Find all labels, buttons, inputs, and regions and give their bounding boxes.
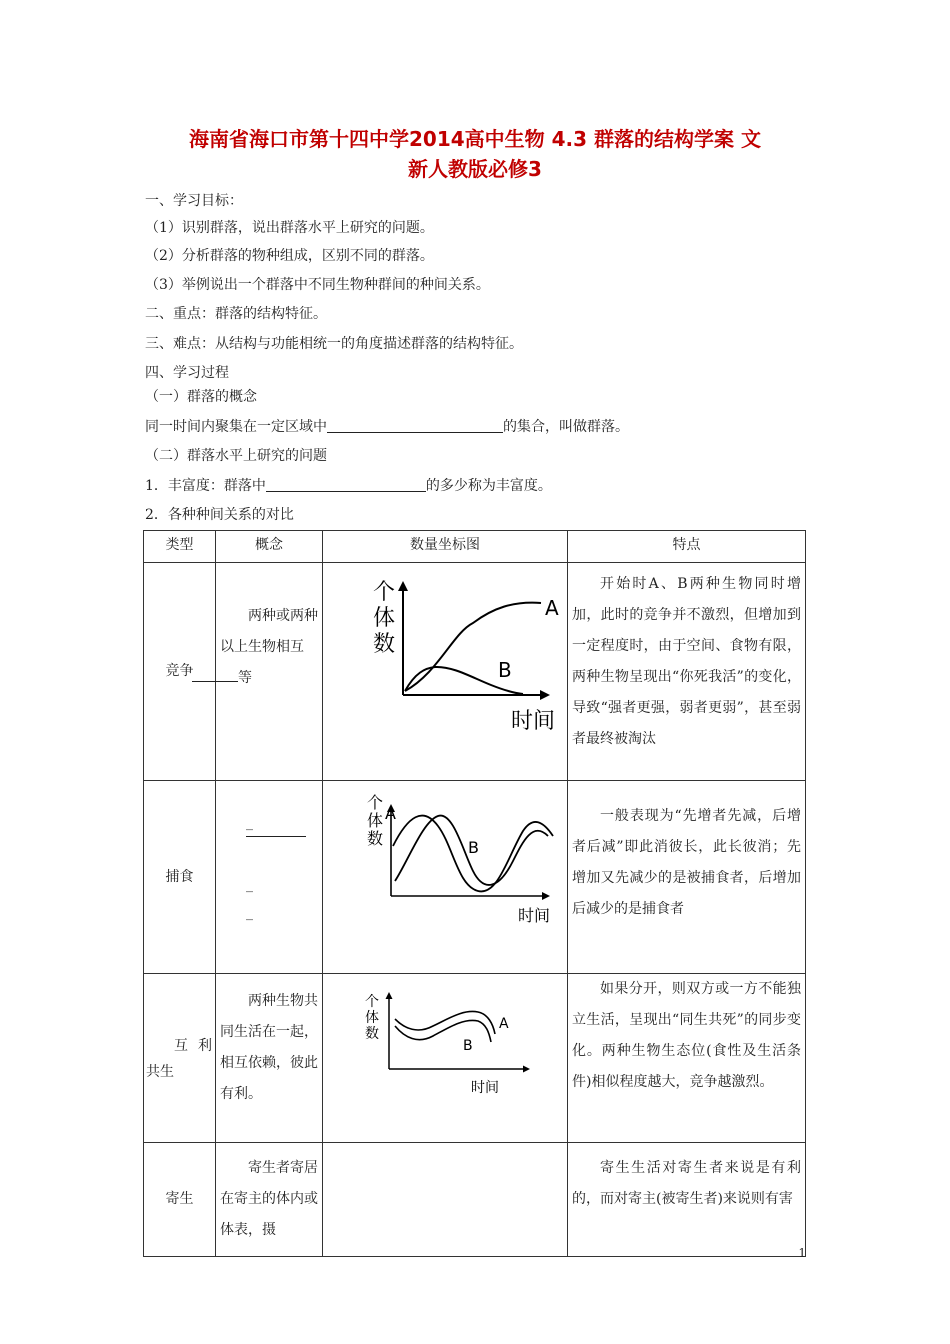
concept-sentence bbox=[145, 417, 629, 437]
predation-series-b-label: B bbox=[468, 838, 479, 857]
table-row-parasitism bbox=[144, 1143, 806, 1257]
richness-sentence bbox=[145, 476, 552, 496]
richness-blank[interactable] bbox=[266, 476, 426, 492]
predation-chart bbox=[323, 781, 568, 961]
comparison-heading: 2．各种种间关系的对比 bbox=[145, 507, 294, 523]
predation-x-label: 时间 bbox=[518, 906, 551, 925]
concept-parasitism: 寄生者寄居在寄主的体内或体表，摄 bbox=[216, 1143, 323, 1257]
mutualism-series-b-line bbox=[395, 1020, 491, 1042]
header-concept: 概念 bbox=[216, 531, 323, 563]
chart-predation-cell bbox=[323, 781, 568, 974]
goal-1: （1）识别群落，说出群落水平上研究的问题。 bbox=[145, 220, 434, 236]
feature-competition: 开始时A、B两种生物同时增加，此时的竞争并不激烈，但增加到一定程度时，由于空间、食物有限，两种生物呈现出“你死我活”的变化，导致“强者更强，弱者更弱”，甚至弱者最终被淘汰 bbox=[568, 563, 806, 781]
competition-chart bbox=[323, 563, 568, 768]
section-difficulty: 三、难点：从结构与功能相统一的角度描述群落的结构特征。 bbox=[145, 336, 523, 352]
richness-suffix: 的多少称为丰富度。 bbox=[425, 478, 552, 494]
type-mutualism-char-2: 利 bbox=[198, 1038, 212, 1054]
mutualism-series-a-label: A bbox=[499, 1016, 509, 1032]
subheading-community-level: （二）群落水平上研究的问题 bbox=[145, 448, 327, 464]
feature-parasitism: 寄生生活对寄生者来说是有利的，而对寄主(被寄生者)来说则有害 bbox=[568, 1143, 806, 1257]
concept-predation-mark-3: _ bbox=[246, 905, 253, 921]
concept-predation-mark-2: _ bbox=[246, 877, 253, 893]
concept-competition-blank[interactable] bbox=[192, 664, 238, 682]
type-competition: 竞争 bbox=[144, 563, 216, 781]
title-line-1: 海南省海口市第十四中学2014高中生物 4.3 群落的结构学案 文 bbox=[189, 127, 761, 151]
competition-y-label-1: 个 bbox=[373, 580, 396, 605]
competition-y-label-2: 体 bbox=[373, 606, 396, 631]
mutualism-series-b-label: B bbox=[463, 1038, 473, 1054]
feature-mutualism: 如果分开，则双方或一方不能独立生活，呈现出“同生共死”的同步变化。两种生物生态位(食性及生活条件)相似程度越大，竞争越激烈。 bbox=[568, 974, 806, 1143]
mutualism-y-label-1: 个 bbox=[365, 994, 379, 1010]
concept-competition-tail: 等 bbox=[238, 670, 252, 686]
mutualism-y-label-2: 体 bbox=[365, 1010, 379, 1026]
goal-3: （3）举例说出一个群落中不同生物种群间的种间关系。 bbox=[145, 277, 490, 293]
competition-y-label-3: 数 bbox=[373, 632, 396, 657]
title-line-2: 新人教版必修3 bbox=[408, 157, 542, 181]
feature-predation: 一般表现为“先增者先减，后增者后减”即此消彼长，此长彼消；先增加又先减少的是被捕食者，后增加后减少的是捕食者 bbox=[568, 781, 806, 974]
concept-predation-blank[interactable] bbox=[246, 827, 306, 837]
competition-series-a-label: A bbox=[545, 596, 559, 620]
predation-y-label-2: 体 bbox=[367, 811, 384, 830]
concept-predation bbox=[216, 781, 323, 974]
predation-y-label-3: 数 bbox=[367, 829, 384, 848]
section-learning-goals: 一、学习目标： bbox=[145, 193, 243, 209]
section-process: 四、学习过程 bbox=[145, 365, 229, 381]
concept-predation-mark-1: _ bbox=[246, 815, 253, 831]
mutualism-x-label: 时间 bbox=[471, 1080, 499, 1096]
header-type: 类型 bbox=[144, 531, 216, 563]
predation-y-label-1: 个 bbox=[367, 793, 384, 812]
mutualism-chart bbox=[323, 974, 568, 1130]
type-mutualism-char-1: 互 bbox=[174, 1038, 188, 1054]
concept-suffix: 的集合，叫做群落。 bbox=[503, 419, 629, 435]
chart-competition-cell bbox=[323, 563, 568, 781]
richness-prefix: 1．丰富度：群落中 bbox=[145, 478, 266, 494]
concept-blank[interactable] bbox=[327, 417, 503, 433]
header-feature: 特点 bbox=[568, 531, 806, 563]
table-row-predation bbox=[144, 781, 806, 974]
subheading-concept: （一）群落的概念 bbox=[145, 389, 257, 405]
type-parasitism: 寄生 bbox=[144, 1143, 216, 1257]
predation-series-a-label: A bbox=[385, 804, 396, 823]
concept-prefix: 同一时间内聚集在一定区域中 bbox=[145, 419, 327, 435]
chart-parasitism-cell bbox=[323, 1143, 568, 1257]
concept-competition-text: 两种或两种以上生物相互 bbox=[220, 608, 318, 655]
table-header-row bbox=[144, 531, 806, 563]
page-number: 1 bbox=[798, 1246, 806, 1260]
mutualism-y-label-3: 数 bbox=[365, 1026, 379, 1042]
table-row-mutualism bbox=[144, 974, 806, 1143]
concept-competition bbox=[216, 563, 323, 781]
goal-2: （2）分析群落的物种组成，区别不同的群落。 bbox=[145, 248, 434, 264]
type-predation: 捕食 bbox=[144, 781, 216, 974]
table-row-competition bbox=[144, 563, 806, 781]
competition-series-b-label: B bbox=[498, 658, 512, 682]
concept-mutualism: 两种生物共同生活在一起，相互依赖，彼此有利。 bbox=[216, 974, 323, 1143]
type-mutualism-char-3: 共生 bbox=[146, 1064, 174, 1080]
chart-mutualism-cell bbox=[323, 974, 568, 1143]
header-chart: 数量坐标图 bbox=[323, 531, 568, 563]
competition-x-label: 时间 bbox=[511, 709, 556, 734]
interspecific-relations-table bbox=[143, 530, 806, 1257]
type-mutualism bbox=[144, 974, 216, 1143]
section-key-point: 二、重点：群落的结构特征。 bbox=[145, 306, 327, 322]
document-title bbox=[100, 124, 850, 184]
